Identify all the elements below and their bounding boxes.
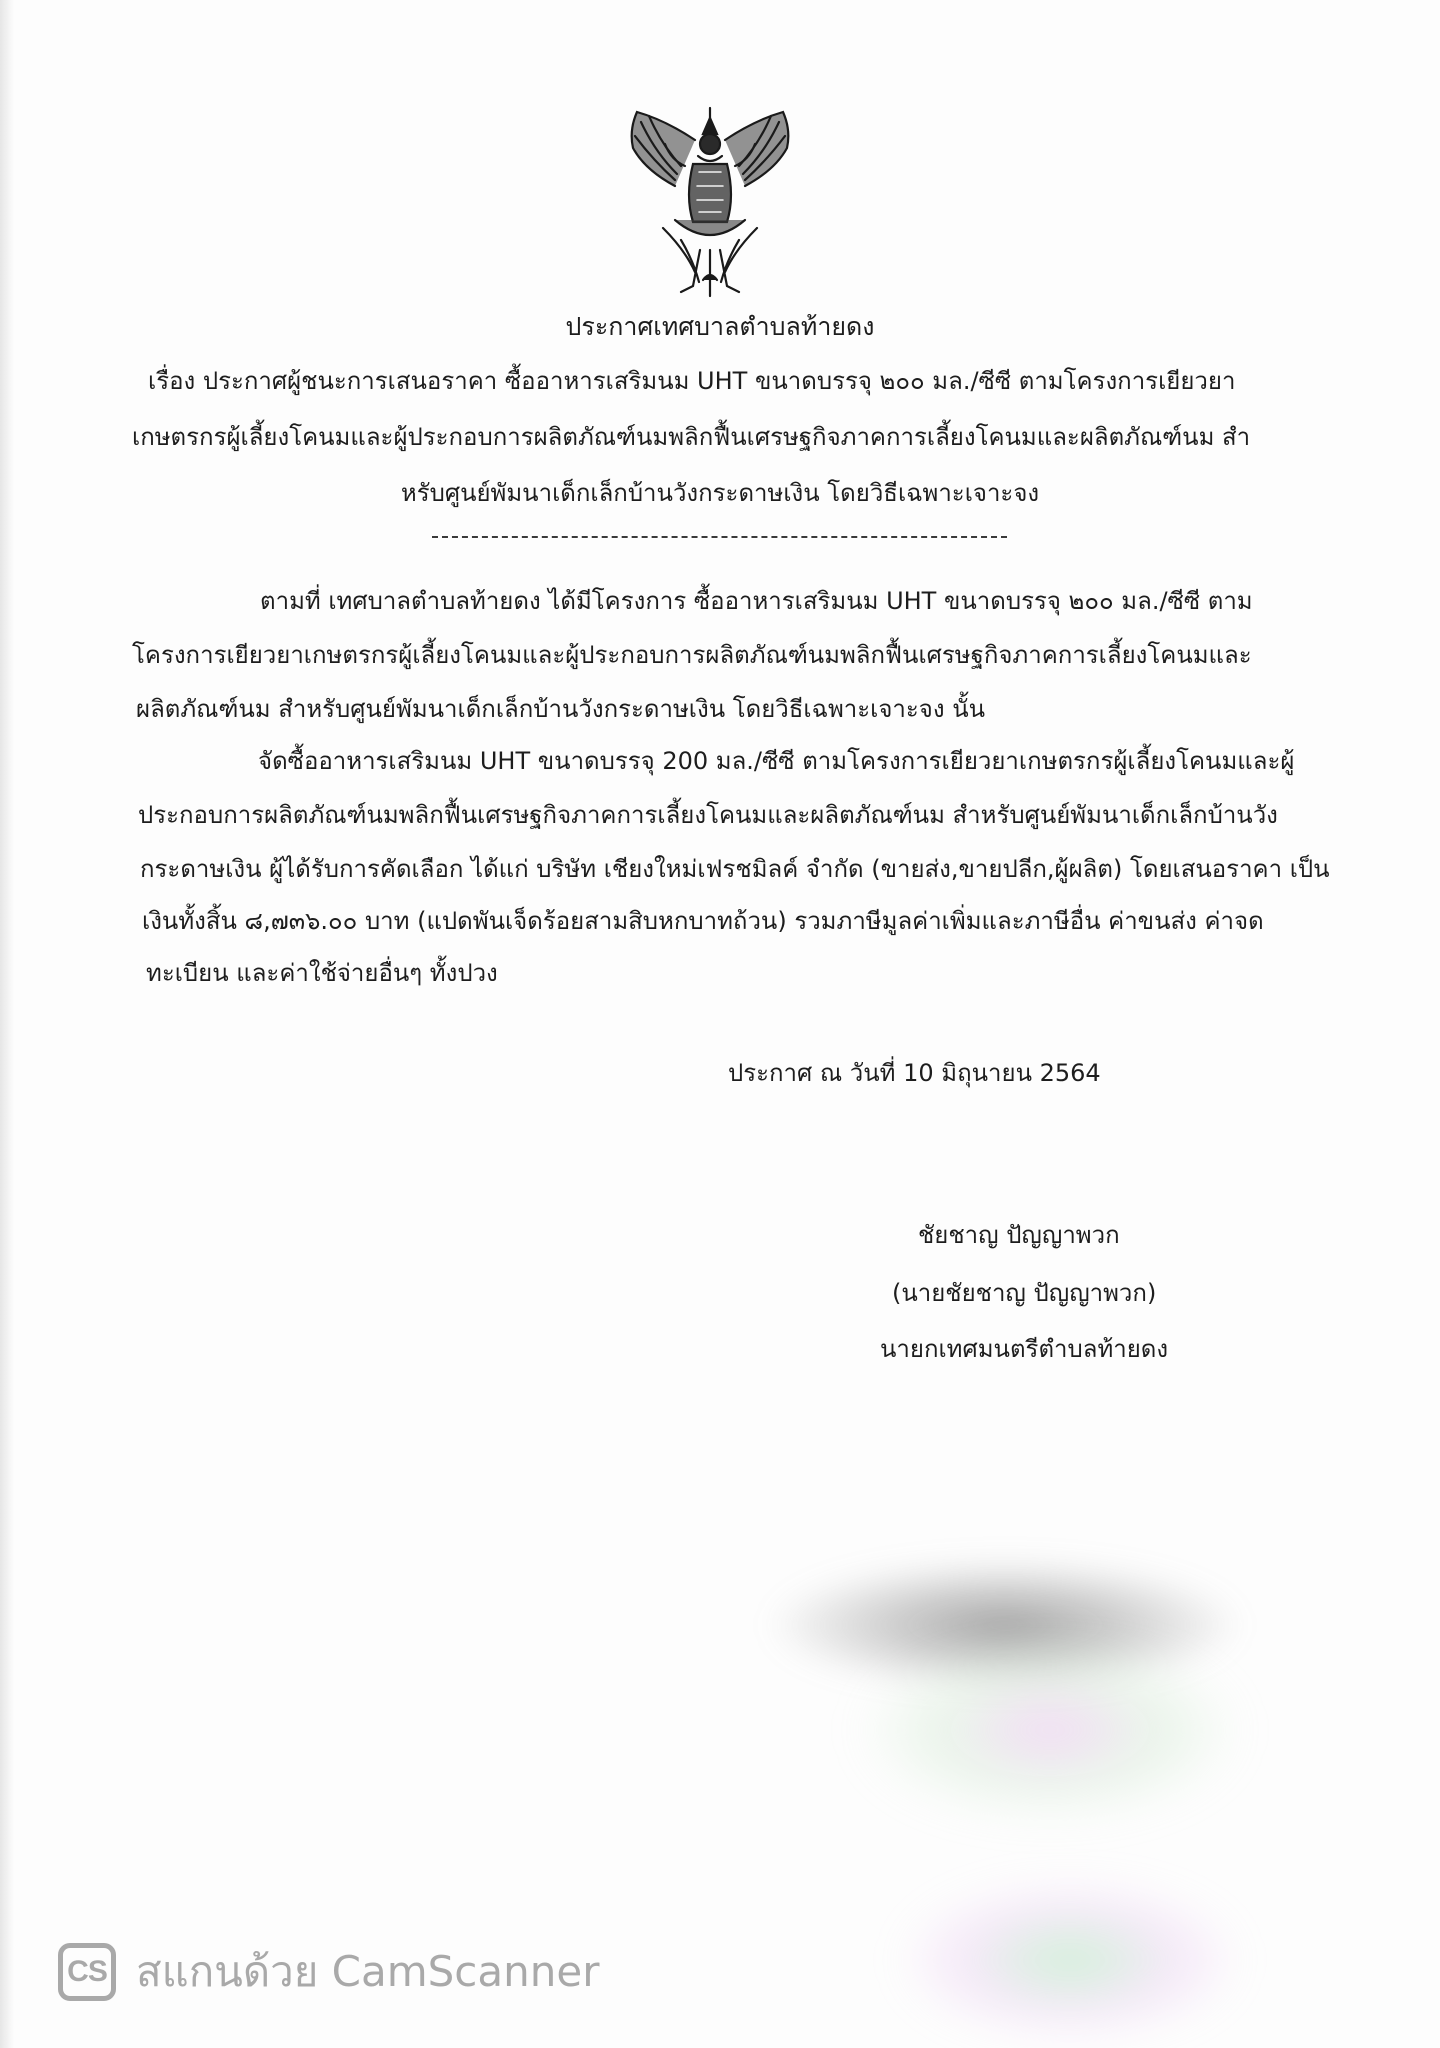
watermark-text: สแกนด้วย CamScanner [136, 1947, 600, 1996]
camscanner-watermark [58, 1940, 599, 2004]
announcement-date: ประกาศ ณ วันที่ 10 มิถุนายน 2564 [728, 1059, 1101, 1087]
signer-position: นายกเทศมนตรีตำบลท้ายดง [880, 1335, 1169, 1363]
announcement-title: ประกาศเทศบาลตำบลท้ายดง [565, 312, 875, 341]
paragraph2-line-2: ประกอบการผลิตภัณฑ์นมพลิกฟื้นเศรษฐกิจภาคการเลี้ยงโคนมและผลิตภัณฑ์นม สำหรับศูนย์พัมนาเด็กเล็กบ้านวัง [138, 801, 1278, 829]
paragraph2-line-1: จัดซื้ออาหารเสริมนม UHT ขนาดบรรจุ 200 มล./ซีซี ตามโครงการเยียวยาเกษตรกรผู้เลี้ยงโคนมและผู้ [258, 747, 1295, 775]
signer-full-name: (นายชัยชาญ ปัญญาพวก) [892, 1279, 1157, 1307]
paragraph2-line-3: กระดาษเงิน ผู้ได้รับการคัดเลือก ได้แก่ บริษัท เชียงใหม่เฟรชมิลค์ จำกัด (ขายส่ง,ขายปลีก,ผู้ผลิต) โดยเสนอราคา เป็น [140, 855, 1330, 883]
paragraph1-line-1: ตามที่ เทศบาลตำบลท้ายดง ได้มีโครงการ ซื้ออาหารเสริมนม UHT ขนาดบรรจุ ๒๐๐ มล./ซีซี ตาม [260, 587, 1253, 615]
paragraph1-line-3: ผลิตภัณฑ์นม สำหรับศูนย์พัมนาเด็กเล็กบ้านวังกระดาษเงิน โดยวิธีเฉพาะเจาะจง นั้น [136, 695, 985, 723]
garuda-emblem-icon [615, 100, 805, 300]
paper-edge-shadow [0, 0, 14, 2048]
subject-line-3: หรับศูนย์พัมนาเด็กเล็กบ้านวังกระดาษเงิน โดยวิธีเฉพาะเจาะจง [400, 479, 1040, 507]
scan-color-smudge [860, 1640, 1240, 1820]
signature-name: ชัยชาญ ปัญญาพวก [918, 1221, 1120, 1249]
subject-line-2: เกษตรกรผู้เลี้ยงโคนมและผู้ประกอบการผลิตภัณฑ์นมพลิกฟื้นเศรษฐกิจภาคการเลี้ยงโคนมและผลิตภัณฑ์นม สำ [132, 423, 1251, 451]
header-divider [432, 536, 1007, 538]
paragraph1-line-2: โครงการเยียวยาเกษตรกรผู้เลี้ยงโคนมและผู้ประกอบการผลิตภัณฑ์นมพลิกฟื้นเศรษฐกิจภาคการเลี้ยงโคนมและ [132, 641, 1252, 669]
scan-color-smudge-lower [900, 1880, 1240, 2040]
paragraph2-line-5: ทะเบียน และค่าใช้จ่ายอื่นๆ ทั้งปวง [146, 959, 498, 987]
paragraph2-line-4: เงินทั้งสิ้น ๘,๗๓๖.๐๐ บาท (แปดพันเจ็ดร้อยสามสิบหกบาทถ้วน) รวมภาษีมูลค่าเพิ่มและภาษีอื่น ค่าขนส่ง ค่าจด [142, 907, 1264, 935]
camscanner-logo-icon: CS [58, 1943, 116, 2001]
subject-line-1: เรื่อง ประกาศผู้ชนะการเสนอราคา ซื้ออาหารเสริมนม UHT ขนาดบรรจุ ๒๐๐ มล./ซีซี ตามโครงการเยียวยา [148, 367, 1236, 395]
